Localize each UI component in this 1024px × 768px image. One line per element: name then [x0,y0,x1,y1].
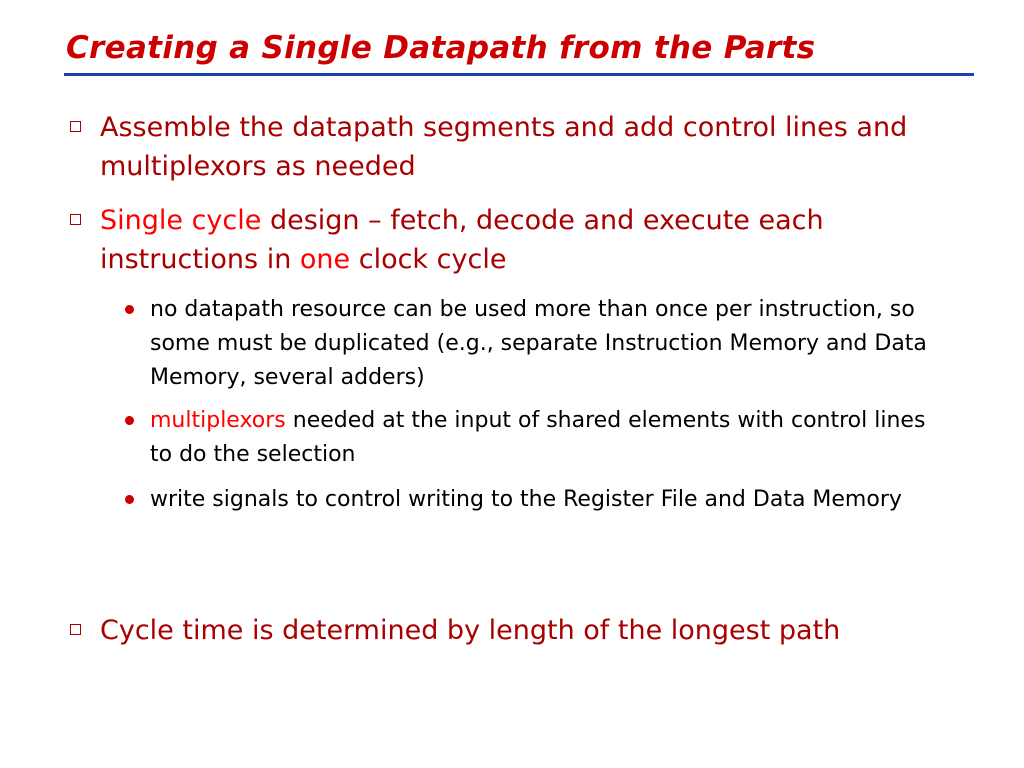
main-bullet-1 [100,108,920,186]
sub-bullet-2 [150,404,930,472]
main-bullet-2 [100,201,920,279]
sub-bullet-text: needed at the input of shared elements with control lines to do the selection [150,408,926,467]
main-bullet-3 [100,611,920,650]
sub-bullet-text: no datapath resource can be used more than once per instruction, so some must be duplicated (e.g., separate Instruction Memory and Data Memory, several adders) [150,297,927,390]
main-bullet-text: Cycle time is determined by length of the longest path [100,615,841,646]
filled-circle-bullet-icon [125,416,134,425]
filled-circle-bullet-icon [125,305,134,314]
sub-bullet-text: write signals to control writing to the Register File and Data Memory [150,487,902,512]
title-underline [64,73,974,76]
hollow-square-bullet-icon [70,624,81,635]
hollow-square-bullet-icon [70,214,81,225]
main-bullet-text: Assemble the datapath segments and add control lines and multiplexors as needed [100,112,908,182]
main-bullet-text: clock cycle [350,244,507,275]
highlight-text: multiplexors [150,408,286,433]
slide-title: Creating a Single Datapath from the Parts [66,30,816,66]
filled-circle-bullet-icon [125,495,134,504]
highlight-text: one [299,244,351,275]
hollow-square-bullet-icon [70,121,81,132]
highlight-text: Single cycle [100,205,262,236]
main-bullet-text: design – fetch, decode and execute each instructions in [100,205,824,275]
sub-bullet-3 [150,483,930,517]
sub-bullet-1 [150,293,930,395]
